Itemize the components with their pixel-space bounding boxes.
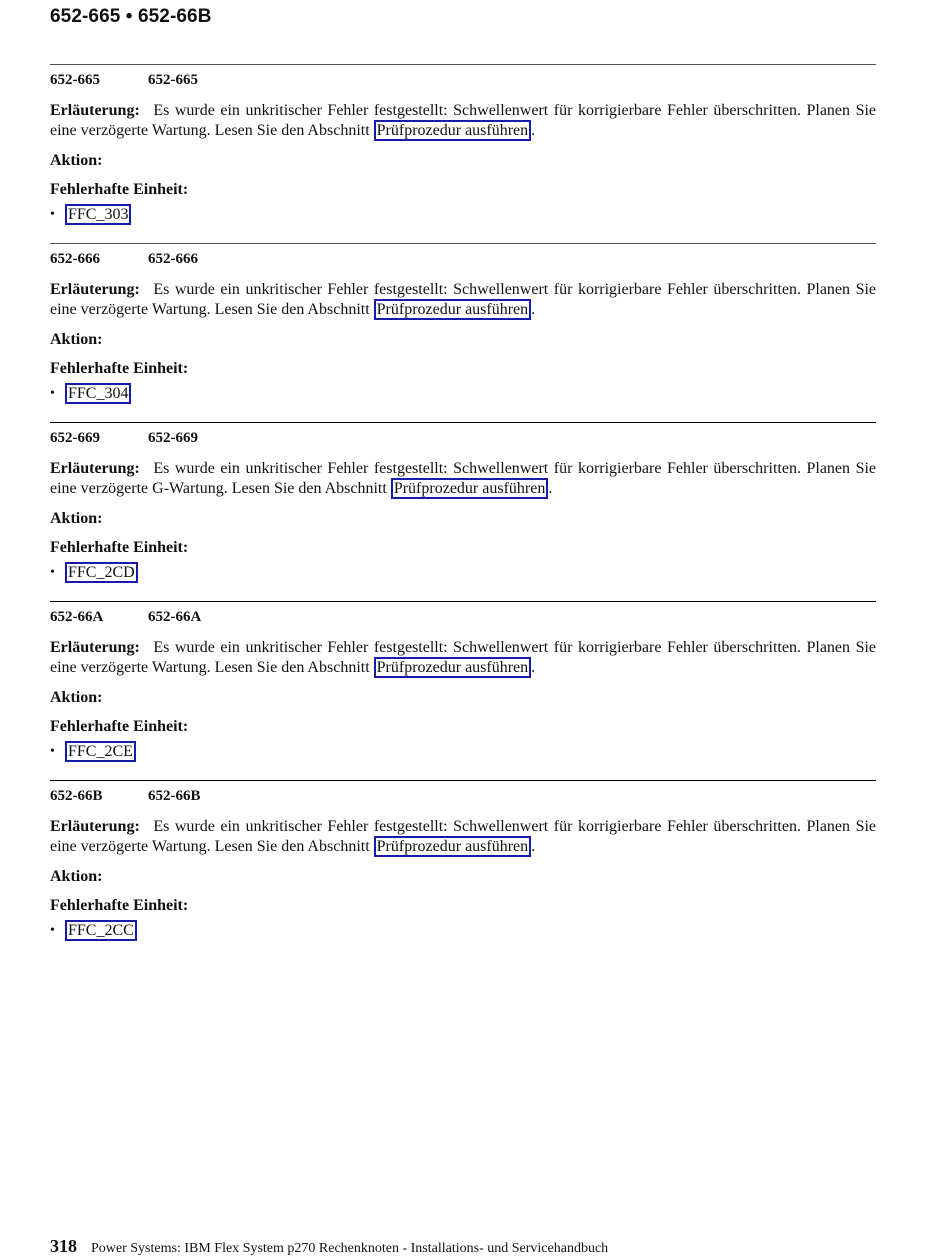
error-code: 652-66A xyxy=(50,609,104,625)
entry-codes xyxy=(50,430,876,450)
error-entry xyxy=(50,601,876,772)
entry-codes xyxy=(50,788,876,808)
error-entry xyxy=(50,422,876,593)
bullet-icon: • xyxy=(50,564,55,580)
entry-codes xyxy=(50,72,876,92)
explanation-label: Erläuterung: xyxy=(50,102,140,119)
link-period: . xyxy=(531,122,536,139)
error-entry xyxy=(50,780,876,951)
procedure-link[interactable]: Prüfprozedur ausführen xyxy=(391,478,549,499)
link-period: . xyxy=(548,480,553,497)
link-period: . xyxy=(531,838,536,855)
error-code-alt: 652-666 xyxy=(148,251,198,267)
footer-text: Power Systems: IBM Flex System p270 Rechenknoten - Installations- und Servicehandbuch xyxy=(91,1241,609,1256)
error-entry xyxy=(50,243,876,414)
faulty-unit-label: Fehlerhafte Einheit: xyxy=(50,181,189,198)
error-entry xyxy=(50,64,876,235)
faulty-unit-label: Fehlerhafte Einheit: xyxy=(50,897,189,914)
error-code: 652-665 xyxy=(50,72,100,88)
explanation-text: Es wurde ein unkritischer Fehler festgestellt: Schwellenwert für korrigierbare Fehler überschritten. Planen Sie eine verzögerte Wartung. Lesen Sie den Abschnitt xyxy=(50,639,877,676)
faulty-unit-item xyxy=(50,204,876,225)
explanation-label: Erläuterung: xyxy=(50,460,140,477)
error-code: 652-669 xyxy=(50,430,100,446)
bullet-icon: • xyxy=(50,743,55,759)
faulty-unit-item xyxy=(50,383,876,404)
running-header: 652-665 • 652-66B xyxy=(50,6,212,27)
link-period: . xyxy=(531,301,536,318)
entry-codes xyxy=(50,609,876,629)
explanation-text: Es wurde ein unkritischer Fehler festgestellt: Schwellenwert für korrigierbare Fehler überschritten. Planen Sie eine verzögerte Wartung. Lesen Sie den Abschnitt xyxy=(50,102,877,139)
faulty-unit-item xyxy=(50,920,876,941)
action-label: Aktion: xyxy=(50,510,103,527)
procedure-link[interactable]: Prüfprozedur ausführen xyxy=(374,836,532,857)
action-label: Aktion: xyxy=(50,689,103,706)
error-code-alt: 652-66A xyxy=(148,609,202,625)
action-label: Aktion: xyxy=(50,868,103,885)
explanation-text: Es wurde ein unkritischer Fehler festgestellt: Schwellenwert für korrigierbare Fehler überschritten. Planen Sie eine verzögerte Wartung. Lesen Sie den Abschnitt xyxy=(50,281,877,318)
explanation-text: Es wurde ein unkritischer Fehler festgestellt: Schwellenwert für korrigierbare Fehler überschritten. Planen Sie eine verzögerte Wartung. Lesen Sie den Abschnitt xyxy=(50,818,877,855)
faulty-unit-item xyxy=(50,741,876,762)
faulty-unit-item xyxy=(50,562,876,583)
error-code-alt: 652-669 xyxy=(148,430,198,446)
faulty-unit-label: Fehlerhafte Einheit: xyxy=(50,360,189,377)
bullet-icon: • xyxy=(50,206,55,222)
page-footer xyxy=(50,1236,608,1257)
explanation xyxy=(50,101,876,141)
action-label: Aktion: xyxy=(50,152,103,169)
action-label: Aktion: xyxy=(50,331,103,348)
procedure-link[interactable]: Prüfprozedur ausführen xyxy=(374,120,532,141)
explanation-label: Erläuterung: xyxy=(50,818,140,835)
ffc-link[interactable]: FFC_304 xyxy=(65,383,131,404)
ffc-link[interactable]: FFC_303 xyxy=(65,204,131,225)
page-number: 318 xyxy=(50,1236,77,1256)
explanation xyxy=(50,280,876,320)
faulty-unit-label: Fehlerhafte Einheit: xyxy=(50,718,189,735)
ffc-link[interactable]: FFC_2CD xyxy=(65,562,138,583)
error-code-alt: 652-66B xyxy=(148,788,201,804)
bullet-icon: • xyxy=(50,385,55,401)
entries-list xyxy=(50,64,876,959)
error-code-alt: 652-665 xyxy=(148,72,198,88)
ffc-link[interactable]: FFC_2CE xyxy=(65,741,136,762)
bullet-icon: • xyxy=(50,922,55,938)
procedure-link[interactable]: Prüfprozedur ausführen xyxy=(374,299,532,320)
explanation xyxy=(50,459,876,499)
link-period: . xyxy=(531,659,536,676)
explanation xyxy=(50,817,876,857)
explanation-text: Es wurde ein unkritischer Fehler festgestellt: Schwellenwert für korrigierbare Fehler überschritten. Planen Sie eine verzögerte G-Wartung. Lesen Sie den Abschnitt xyxy=(50,460,877,497)
explanation-label: Erläuterung: xyxy=(50,639,140,656)
faulty-unit-label: Fehlerhafte Einheit: xyxy=(50,539,189,556)
error-code: 652-666 xyxy=(50,251,100,267)
explanation xyxy=(50,638,876,678)
ffc-link[interactable]: FFC_2CC xyxy=(65,920,137,941)
explanation-label: Erläuterung: xyxy=(50,281,140,298)
entry-codes xyxy=(50,251,876,271)
procedure-link[interactable]: Prüfprozedur ausführen xyxy=(374,657,532,678)
error-code: 652-66B xyxy=(50,788,103,804)
